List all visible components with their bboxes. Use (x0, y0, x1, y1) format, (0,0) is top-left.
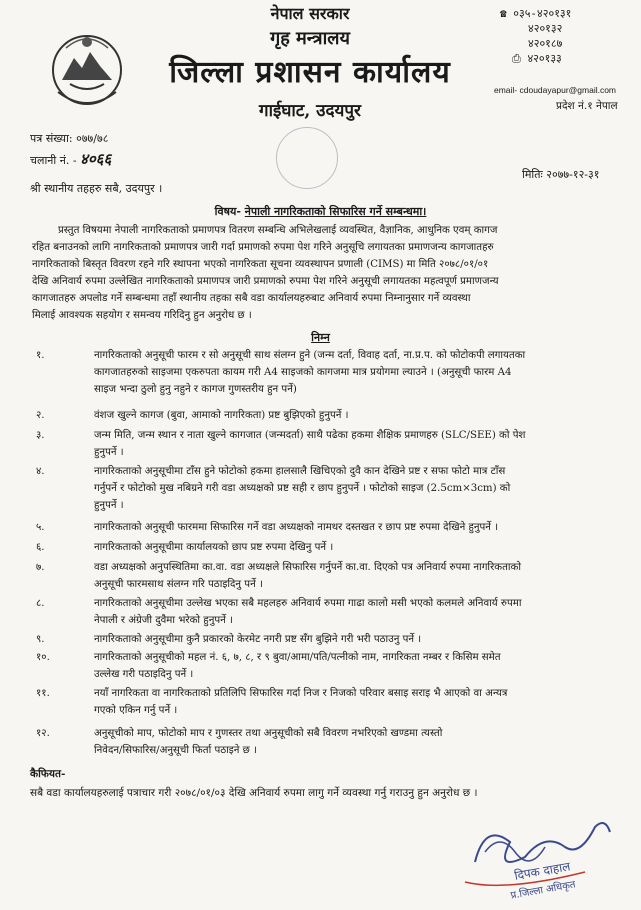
item-line: नागरिकताको अनुसूचीमा कार्यालयको छाप प्रष्ट रुपमा देखिनु पर्ने । (94, 542, 334, 553)
item-number: ४. (36, 466, 45, 477)
fax-number: ४२०१३३ (527, 52, 562, 65)
item-number: ११. (36, 688, 50, 699)
office-location: गाईघाट, उदयपुर (259, 101, 361, 121)
body-line: मिलाई आवश्यक सहयोग र समन्वय गरिदिनु हुन अनुरोध छ । (32, 310, 252, 321)
item-number: १. (36, 350, 45, 361)
item-number: ५. (36, 522, 45, 533)
list-heading: निम्न (311, 331, 330, 344)
item-number: ६. (36, 542, 45, 553)
email-address: email- cdoudayapur@gmail.com (494, 85, 617, 95)
item-line: गएको एकिन गर्नु पर्ने । (94, 705, 178, 716)
phone-3: ४२०१८७ (528, 37, 563, 50)
province-label: प्रदेश नं.१ नेपाल (556, 100, 618, 112)
item-line: नागरिकताको अनुसूचीमा उल्लेख भएका सबै महलहरु अनिवार्य रुपमा गाढा कालो मसी भएको कलमले अनिवार्य रुपमा (94, 598, 522, 609)
item-number: ९. (36, 634, 45, 645)
phone-1: ०३५-४२०१३१ (513, 7, 572, 20)
item-line: हुनुपर्ने । (94, 500, 124, 511)
body-line: नागरिकताको बिस्तृत विवरण रहने गरि स्थापना भएको नागरिकता सूचना व्यवस्थापन प्रणाली (CIMS) मा मिति २०७८/०१/०१ (32, 259, 489, 270)
body-line: कागजातहरु अपलोड गर्ने सम्बन्धमा तहाँ स्थानीय तहका सबै वडा कार्यालयहरुबाट अनिवार्य रुपमा निम्नानुसार गर्ने व्यवस्था (32, 293, 471, 304)
dispatch-number (30, 149, 111, 169)
item-line: नागरिकताको अनुसूचीको महल नं. ६, ७, ८, र ९ बुवा/आमा/पति/पत्नीको नाम, नागरिकता नम्बर र किसिम समेत (94, 652, 501, 663)
letter-number: पत्र संख्या: ०७७/७८ (30, 132, 109, 145)
signatory-name: दिपक दाहाल (513, 859, 572, 883)
letter-date: मितिः २०७७-१२-३१ (522, 168, 600, 181)
item-line: नेपाली र अंग्रेजी दुवैमा भरेको हुनुपर्ने । (94, 615, 233, 626)
item-line: जन्म मिति, जन्म स्थान र नाता खुल्ने कागजात (जन्मदर्ता) साथै पढेका हकमा शैक्षिक प्रमाणहरु (SLC/SEE) को पेश (94, 430, 526, 441)
body-line: प्रस्तुत विषयमा नेपाली नागरिकताको प्रमाणपत्र वितरण सम्बन्धि अभिलेखलाई व्यवस्थित, वैज्ञानिक, आधुनिक एवम् कागज (58, 225, 498, 236)
item-line: अनुसूचीको माप, फोटोको माप र गुणस्तर तथा अनुसूचीको सबै विवरण नभरिएको खण्डमा त्यस्तो (94, 728, 443, 739)
telephone-icon: ☎ (500, 7, 507, 20)
recipient: श्री स्थानीय तहहरु सबै, उदयपुर । (30, 182, 163, 195)
ministry-name: गृह मन्त्रालय (270, 28, 350, 49)
signatory-title: प्र.जिल्ला अधिकृत (509, 879, 577, 902)
contact-block (500, 6, 640, 66)
dispatch-number-handwritten: ४०६६ (80, 151, 112, 168)
item-number: २. (36, 410, 45, 421)
item-line: उल्लेख गरी पठाइदिनु पर्ने । (94, 669, 194, 680)
item-line: निवेदन/सिफारिस/अनुसूची फिर्ता पठाइने छ । (94, 745, 257, 756)
item-line: साइज भन्दा ठुलो हुनु नहुने र कागज गुणस्तरीय हुन पर्ने) (94, 384, 297, 395)
item-line: नागरिकताको अनुसूची फारममा सिफारिस गर्ने वडा अध्यक्षको नामथर दस्तखत र छाप प्रष्ट रुपमा देखिने हुनुपर्ने । (94, 522, 499, 533)
item-line: गर्नुपर्ने र फोटोको मुख नबिग्रने गरी वडा अध्यक्षको प्रष्ट सही र छाप हुनुपर्ने । फोटोको साइज (2.5cm×3cm) को (94, 483, 511, 494)
subject-label: विषय- (214, 205, 241, 218)
body-line: देखि अनिवार्य रुपमा उल्लेखित नागरिकताको प्रमाणपत्र जारी प्रमाणको रुपमा पेश गरिने अनुसूची लगायतका महत्वपूर्ण प्रमाणजन्य (32, 276, 499, 287)
item-line: नयाँ नागरिकता वा नागरिकताको प्रतिलिपि सिफारिस गर्दा निज र निजको परिवार बसाइ सराइ भै आएको वा अन्यत्र (94, 688, 508, 699)
government-name: नेपाल सरकार (270, 4, 350, 23)
body-line: रहित बनाउनको लागि नागरिकताको प्रमाणपत्र जारी गर्दा प्रमाणको रुपमा पेश गरिने अनुसूचि लगायतका प्रमाणजन्य कागजातहरु (32, 242, 494, 253)
remarks-label: कैफियत- (30, 768, 66, 780)
item-number: १०. (36, 652, 50, 663)
remarks-text: सबै वडा कार्यालयहरुलाई पत्राचार गरी २०७८/०१/०३ देखि अनिवार्य रुपमा लागु गर्ने व्यवस्था गर्नु गराउनु हुन अनुरोध छ । (30, 787, 478, 799)
item-line: हुनुपर्ने । (94, 447, 124, 458)
fax-icon: ⎙ (512, 52, 521, 65)
phone-2: ४२०१३२ (528, 22, 563, 35)
office-stamp (276, 127, 338, 189)
office-name: जिल्ला प्रशासन कार्यालय (169, 55, 451, 90)
item-number: ८. (36, 598, 45, 609)
item-line: नागरिकताको अनुसूची फारम र सो अनुसूची साथ संलग्न हुने (जन्म दर्ता, विवाह दर्ता, ना.प्र.प. को फोटोकपी लगायतका (94, 350, 526, 361)
subject-text: नेपाली नागरिकताको सिफारिस गर्ने सम्बन्धमा। (244, 205, 427, 218)
item-line: वंशज खुल्ने कागज (बुवा, आमाको नागरिकता) प्रष्ट बुझिएको हुनुपर्ने । (94, 410, 349, 421)
dispatch-label: चलानी नं. - (30, 154, 77, 167)
nepal-emblem-icon (48, 28, 126, 110)
item-line: कागजातहरुको साइजमा एकरुपता कायम गरी A4 साइजको कागजमा मात्र प्रयोगमा ल्याउने । (अनुसूची फारम A4 (94, 367, 512, 378)
item-line: नागरिकताको अनुसूचीमा टाँस हुने फोटोको हकमा हालसालै खिचिएको दुवै कान देखिने प्रष्ट र सफा फोटो मात्र टाँस (94, 466, 506, 477)
item-number: ७. (36, 562, 45, 573)
item-line: नागरिकताको अनुसूचीमा कुनै प्रकारको केरमेट नगरी प्रष्ट सँग बुझिने गरी भरी पठाउनु पर्ने । (94, 634, 422, 645)
body-paragraph (32, 222, 618, 324)
subject-line (0, 204, 641, 219)
item-number: १२. (36, 728, 50, 739)
item-line: वडा अध्यक्षको अनुपस्थितिमा का.वा. वडा अध्यक्षले सिफारिस गर्नुपर्ने का.वा. दिएको पत्र अनिवार्य रुपमा नागरिकताको (94, 562, 521, 573)
item-number: ३. (36, 430, 45, 441)
item-line: अनुसूची फारमसाथ संलग्न गरि पठाइदिनु पर्ने । (94, 579, 263, 590)
